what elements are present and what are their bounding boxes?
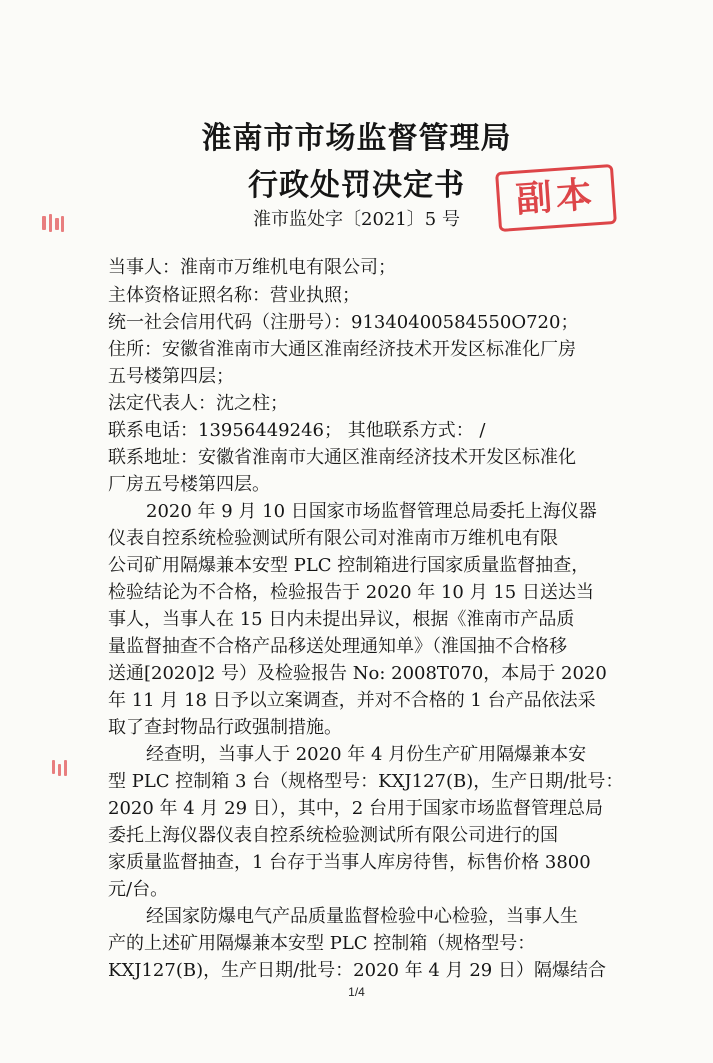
paragraph-line: 家质量监督抽查，1 台存于当事人库房待售，标售价格 3800 bbox=[108, 852, 591, 873]
license-type: 主体资格证照名称：营业执照； bbox=[108, 285, 360, 306]
paragraph-line: 取了查封物品行政强制措施。 bbox=[108, 717, 342, 738]
page-number: 1/4 bbox=[348, 985, 365, 999]
paragraph-line: 2020 年 9 月 10 日国家市场监督管理总局委托上海仪器 bbox=[146, 501, 597, 522]
red-ink-mark bbox=[52, 760, 78, 786]
authority-title: 淮南市市场监督管理局 bbox=[201, 121, 512, 156]
paragraph-line: 委托上海仪器仪表自控系统检验测试所有限公司进行的国 bbox=[108, 825, 558, 846]
paragraph-line: 产的上述矿用隔爆兼本安型 PLC 控制箱（规格型号： bbox=[108, 933, 536, 954]
paragraph-line: 经国家防爆电气产品质量监督检验中心检验，当事人生 bbox=[146, 906, 578, 927]
document-number: 淮市监处字〔2021〕5 号 bbox=[253, 209, 460, 230]
paragraph-line: 元/台。 bbox=[108, 879, 169, 900]
paragraph-line: 送通[2020]2 号）及检验报告 No: 2008T070，本局于 2020 bbox=[108, 663, 607, 684]
paragraph-line: 2020 年 4 月 29 日），其中，2 台用于国家市场监督管理总局 bbox=[108, 798, 603, 819]
paragraph-line: 仪表自控系统检验测试所有限公司对淮南市万维机电有限 bbox=[108, 528, 558, 549]
paragraph-line: 检验结论为不合格，检验报告于 2020 年 10 月 15 日送达当 bbox=[108, 582, 594, 603]
paragraph-line: 事人，当事人在 15 日内未提出异议，根据《淮南市产品质 bbox=[108, 609, 575, 630]
paragraph-line: 量监督抽查不合格产品移送处理通知单》（淮国抽不合格移 bbox=[108, 636, 567, 657]
paragraph-line: 公司矿用隔爆兼本安型 PLC 控制箱进行国家质量监督抽查， bbox=[108, 555, 590, 576]
document-title: 行政处罚决定书 bbox=[248, 168, 465, 203]
paragraph-line: KXJ127(B)，生产日期/批号：2020 年 4 月 29 日）隔爆结合 bbox=[108, 960, 606, 981]
contact-address: 联系地址：安徽省淮南市大通区淮南经济技术开发区标准化 bbox=[108, 447, 576, 468]
credit-code: 统一社会信用代码（注册号）：91340400584550O720； bbox=[108, 312, 579, 333]
copy-stamp: 副本 bbox=[495, 164, 617, 232]
paragraph-line: 经查明，当事人于 2020 年 4 月份生产矿用隔爆兼本安 bbox=[146, 744, 587, 765]
contact-phone: 联系电话：13956449246； 其他联系方式： / bbox=[108, 420, 486, 441]
legal-representative: 法定代表人：沈之柱； bbox=[108, 393, 288, 414]
paragraph-line: 年 11 月 18 日予以立案调查，并对不合格的 1 台产品依法采 bbox=[108, 690, 596, 711]
paragraph-line: 型 PLC 控制箱 3 台（规格型号：KXJ127(B)，生产日期/批号： bbox=[108, 771, 624, 792]
address-line: 住所：安徽省淮南市大通区淮南经济技术开发区标准化厂房 bbox=[108, 339, 576, 360]
address-line: 五号楼第四层； bbox=[108, 366, 234, 387]
contact-address: 厂房五号楼第四层。 bbox=[108, 474, 270, 495]
party-name: 当事人：淮南市万维机电有限公司； bbox=[108, 257, 396, 278]
